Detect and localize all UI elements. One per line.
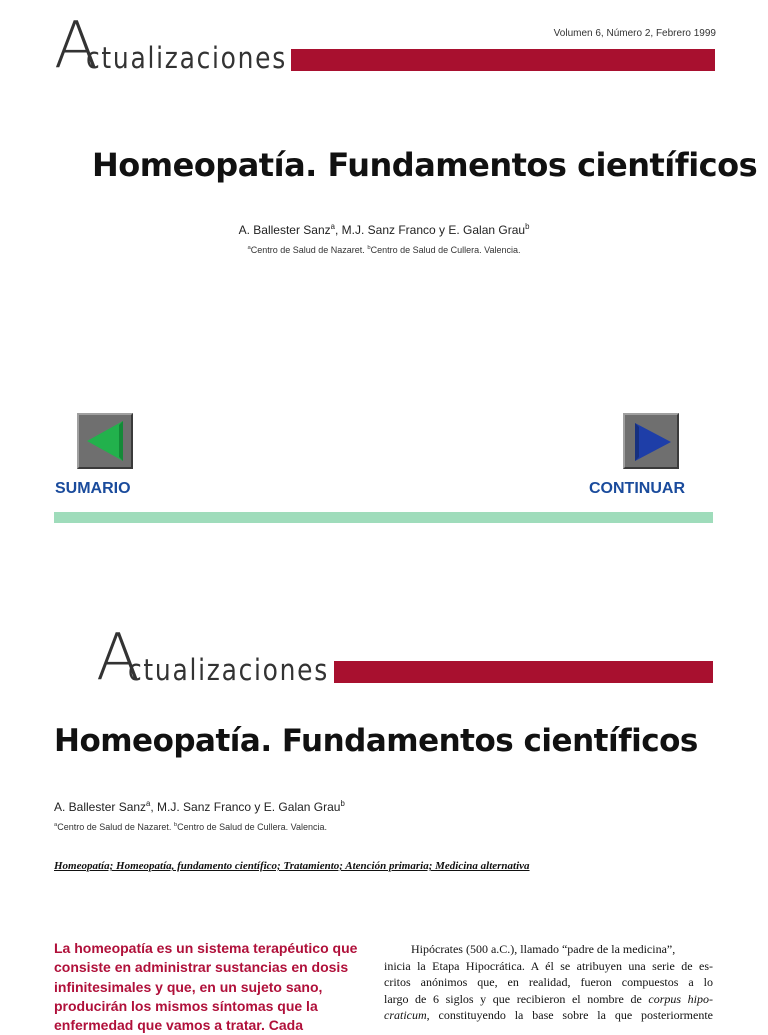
author-1-sup: a xyxy=(146,799,151,808)
body-line xyxy=(384,991,713,1008)
abstract-line: La homeopatía es un sistema terapéutico que xyxy=(54,940,358,956)
masthead-top xyxy=(54,9,716,83)
authors-top xyxy=(0,223,768,237)
body-italic: craticum xyxy=(384,1008,427,1022)
affil-sup-a: a xyxy=(54,822,58,828)
masthead-rest: ctualizaciones xyxy=(86,41,287,75)
authors-rest: , M.J. Sanz Franco y E. Galan Grau xyxy=(150,800,341,814)
arrow-right-icon xyxy=(625,415,677,467)
abstract-line: infinitesimales y que, en un sujeto sano, xyxy=(54,978,323,995)
author-1-sup: a xyxy=(330,222,335,231)
page-title: Homeopatía. Fundamentos científicos xyxy=(92,146,758,184)
body-text: , constituyendo la base sobre la que posteriormente xyxy=(426,1008,713,1022)
abstract xyxy=(54,939,374,1035)
affil-center-a: Centro de Salud de Nazaret. xyxy=(250,245,368,255)
affil-center-a: Centro de Salud de Nazaret. xyxy=(57,822,174,832)
affil-sup-a: a xyxy=(247,245,251,251)
body-italic: corpus hipo- xyxy=(648,991,713,1006)
article-title: Homeopatía. Fundamentos científicos xyxy=(54,723,698,759)
affil-center-b: Centro de Salud de Cullera. Valencia. xyxy=(370,245,521,255)
masthead-red-bar xyxy=(291,49,715,71)
author-3-sup: b xyxy=(340,799,345,808)
masthead-initial-2: A xyxy=(96,621,140,695)
abstract-line: enfermedad que vamos a tratar. Cada xyxy=(54,1017,303,1034)
affiliations-top xyxy=(0,245,768,255)
masthead-initial: A xyxy=(54,9,98,83)
affil-center-b: Centro de Salud de Cullera. Valencia. xyxy=(177,822,328,832)
back-button[interactable] xyxy=(77,413,133,469)
body-line: critos anónimos que, en realidad, fueron compuestos a lo xyxy=(384,975,713,989)
author-1: A. Ballester Sanz xyxy=(54,800,147,814)
affil-sup-b: b xyxy=(367,245,371,251)
body-line: Hipócrates (500 a.C.), llamado “padre de la medicina”, xyxy=(411,942,676,956)
authors-rest: , M.J. Sanz Franco y E. Galan Grau xyxy=(334,223,526,237)
masthead-red-bar-2 xyxy=(334,661,713,683)
next-button[interactable] xyxy=(623,413,679,469)
affiliations-article xyxy=(54,822,327,832)
abstract-line: consiste en administrar sustancias en dosis xyxy=(54,959,349,976)
masthead-rest-2: ctualizaciones xyxy=(128,653,329,687)
sumario-link[interactable]: SUMARIO xyxy=(55,480,131,497)
author-3-sup: b xyxy=(525,222,530,231)
issue-info: Volumen 6, Número 2, Febrero 1999 xyxy=(553,28,716,39)
body-text: largo de 6 siglos y que recibieron el nombre de xyxy=(384,991,649,1006)
author-1: A. Ballester Sanz xyxy=(238,223,331,237)
keywords: Homeopatía; Homeopatía, fundamento científico; Tratamiento; Atención primaria; Medicina alternativa xyxy=(54,860,530,872)
body-line: inicia la Etapa Hipocrática. A él se atribuyen una serie de es- xyxy=(384,958,713,973)
body-line xyxy=(384,1007,713,1024)
authors-article xyxy=(54,800,345,814)
divider-rule xyxy=(54,512,713,523)
body-column xyxy=(384,941,713,1024)
abstract-line: producirán los mismos síntomas que la xyxy=(54,997,318,1014)
arrow-left-icon xyxy=(79,415,131,467)
continuar-link[interactable]: CONTINUAR xyxy=(589,480,685,497)
affil-sup-b: b xyxy=(173,822,178,828)
masthead-article xyxy=(96,621,716,695)
